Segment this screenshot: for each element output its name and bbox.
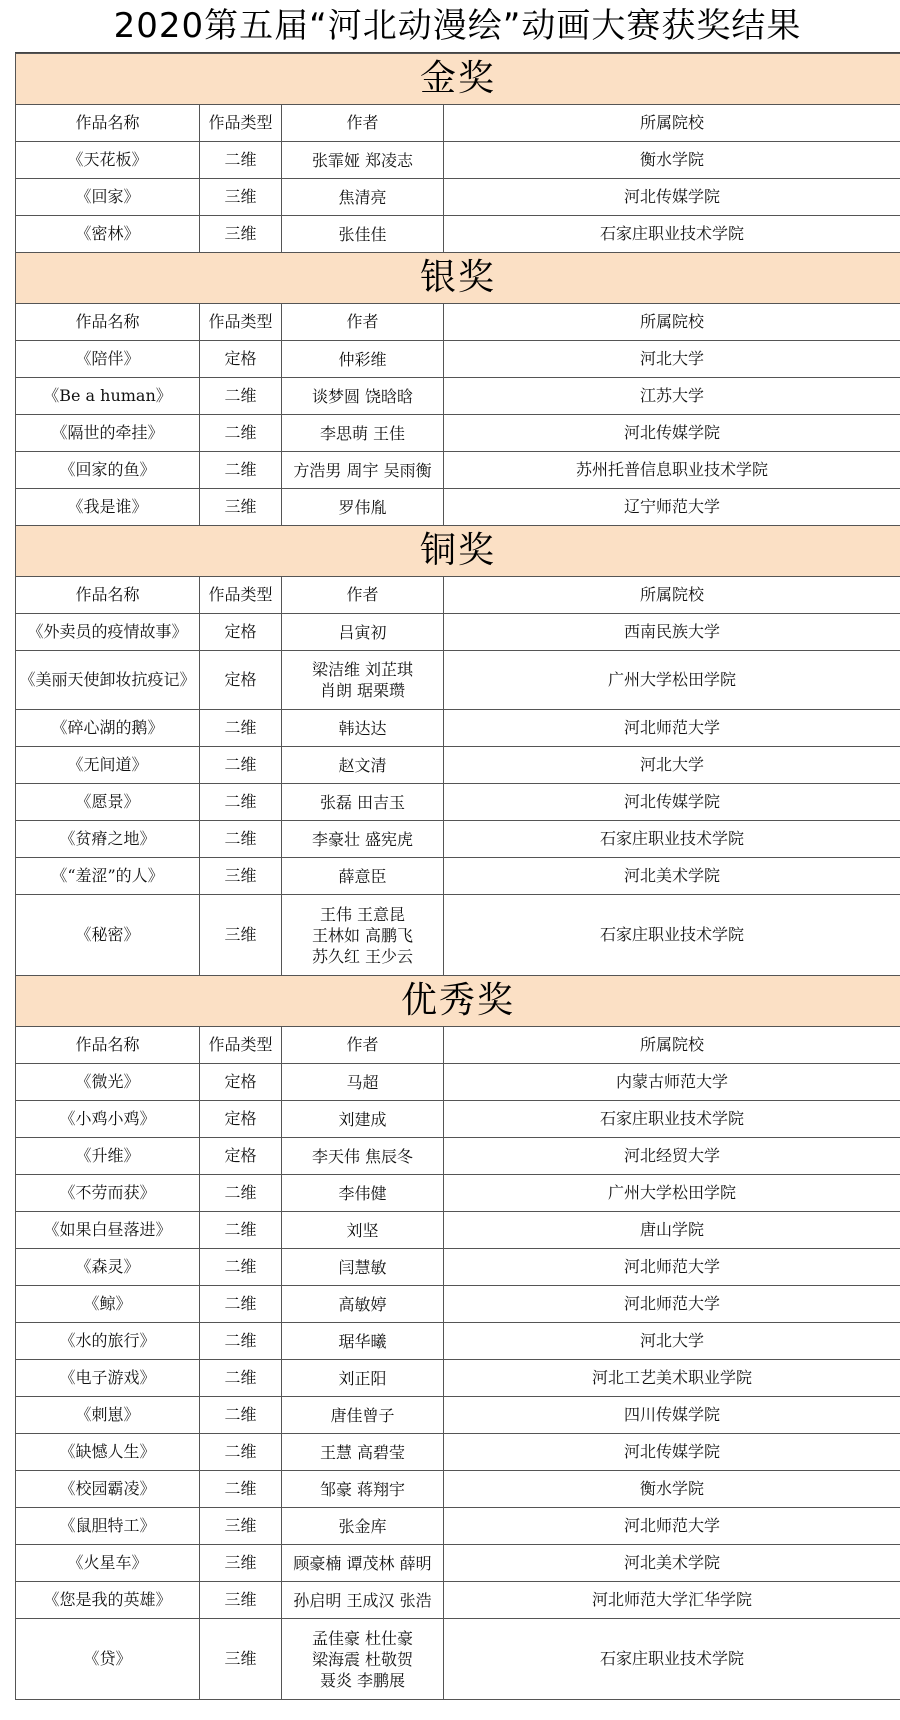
award-section-title: 铜奖 [16,526,900,577]
header-author: 作者 [282,105,444,142]
work-title: 《Be a human》 [16,378,200,415]
author-line: 马超 [346,1072,379,1092]
table-row [16,858,900,895]
table-row [16,1545,900,1582]
work-title: 《森灵》 [16,1249,200,1286]
authors [282,1101,444,1138]
school: 河北大学 [444,747,900,784]
column-header-row [16,105,900,142]
table-row [16,614,900,651]
table-row [16,1138,900,1175]
author-line: 邹豪 蒋翔宇 [319,1479,406,1499]
authors [282,1397,444,1434]
author-line: 薛意臣 [338,866,387,886]
table-row [16,1175,900,1212]
authors [282,747,444,784]
table-row [16,415,900,452]
school: 河北师范大学 [444,1249,900,1286]
header-school: 所属院校 [444,1027,900,1064]
school: 河北大学 [444,1323,900,1360]
authors [282,1323,444,1360]
author-line: 罗伟胤 [338,497,387,517]
work-type: 定格 [200,341,282,378]
authors [282,452,444,489]
table-row [16,489,900,526]
work-type: 三维 [200,216,282,253]
work-title: 《天花板》 [16,142,200,179]
table-row [16,1434,900,1471]
school: 广州大学松田学院 [444,1175,900,1212]
work-title: 《您是我的英雄》 [16,1582,200,1619]
work-title: 《贷》 [16,1619,200,1700]
school: 河北经贸大学 [444,1138,900,1175]
school: 河北传媒学院 [444,1434,900,1471]
author-line: 闫慧敏 [338,1257,387,1277]
work-type: 三维 [200,895,282,976]
authors [282,1545,444,1582]
table-row [16,1471,900,1508]
school: 苏州托普信息职业技术学院 [444,452,900,489]
header-type: 作品类型 [200,1027,282,1064]
work-title: 《碎心湖的鹅》 [16,710,200,747]
table-row [16,1249,900,1286]
work-title: 《陪伴》 [16,341,200,378]
work-type: 三维 [200,1582,282,1619]
authors [282,179,444,216]
author-line: 张磊 田吉玉 [319,792,406,812]
authors [282,1064,444,1101]
work-type: 定格 [200,1064,282,1101]
header-type: 作品类型 [200,304,282,341]
work-type: 三维 [200,858,282,895]
school: 辽宁师范大学 [444,489,900,526]
author-line: 孟佳豪 杜仕豪 [311,1628,414,1648]
work-type: 三维 [200,1619,282,1700]
work-type: 二维 [200,415,282,452]
school: 内蒙古师范大学 [444,1064,900,1101]
work-type: 三维 [200,179,282,216]
work-type: 二维 [200,142,282,179]
table-row [16,1360,900,1397]
school: 石家庄职业技术学院 [444,1101,900,1138]
authors [282,1360,444,1397]
table-row [16,378,900,415]
school: 河北传媒学院 [444,179,900,216]
school: 西南民族大学 [444,614,900,651]
award-section-header [16,253,900,304]
author-line: 刘坚 [346,1220,379,1240]
table-row [16,341,900,378]
author-line: 李思萌 王佳 [319,423,406,443]
work-type: 二维 [200,710,282,747]
table-row [16,821,900,858]
school: 河北美术学院 [444,1545,900,1582]
work-title: 《如果白昼落进》 [16,1212,200,1249]
work-title: 《美丽天使卸妆抗疫记》 [16,651,200,710]
work-type: 二维 [200,1175,282,1212]
school: 石家庄职业技术学院 [444,821,900,858]
work-title: 《升维》 [16,1138,200,1175]
author-line: 肖朗 琚栗瓒 [319,681,406,700]
table-row [16,784,900,821]
school: 河北传媒学院 [444,784,900,821]
work-type: 二维 [200,1212,282,1249]
work-type: 二维 [200,1434,282,1471]
author-line: 高敏婷 [338,1294,387,1314]
award-section-title: 金奖 [16,54,900,105]
header-school: 所属院校 [444,304,900,341]
table-row [16,1286,900,1323]
awards-table-body [16,54,900,1700]
work-title: 《无间道》 [16,747,200,784]
table-row [16,179,900,216]
header-work: 作品名称 [16,304,200,341]
author-line: 方浩男 周宇 吴雨衡 [293,460,432,480]
authors [282,1175,444,1212]
school: 河北师范大学 [444,710,900,747]
authors [282,1249,444,1286]
header-author: 作者 [282,577,444,614]
column-header-row [16,1027,900,1064]
work-title: 《外卖员的疫情故事》 [16,614,200,651]
author-line: 顾豪楠 谭茂林 薛明 [293,1553,432,1573]
school: 河北传媒学院 [444,415,900,452]
work-title: 《水的旅行》 [16,1323,200,1360]
authors [282,895,444,976]
authors [282,341,444,378]
work-type: 二维 [200,378,282,415]
work-title: 《鼠胆特工》 [16,1508,200,1545]
header-school: 所属院校 [444,577,900,614]
authors [282,1619,444,1700]
authors [282,1434,444,1471]
page-title: 2020第五届“河北动漫绘”动画大赛获奖结果 [15,0,900,53]
header-work: 作品名称 [16,1027,200,1064]
table-row [16,1508,900,1545]
work-title: 《我是谁》 [16,489,200,526]
work-title: 《火星车》 [16,1545,200,1582]
header-work: 作品名称 [16,577,200,614]
table-row [16,1619,900,1700]
author-line: 刘建成 [338,1109,387,1129]
author-line: 王慧 高碧莹 [319,1442,406,1462]
awards-table [15,53,900,1700]
work-title: 《小鸡小鸡》 [16,1101,200,1138]
header-school: 所属院校 [444,105,900,142]
header-type: 作品类型 [200,577,282,614]
award-section-header [16,976,900,1027]
author-line: 张霏娅 郑凌志 [311,150,414,170]
header-author: 作者 [282,304,444,341]
work-type: 二维 [200,1249,282,1286]
work-title: 《愿景》 [16,784,200,821]
school: 河北大学 [444,341,900,378]
table-row [16,710,900,747]
work-title: 《隔世的牵挂》 [16,415,200,452]
table-row [16,651,900,710]
work-title: 《缺憾人生》 [16,1434,200,1471]
authors [282,784,444,821]
school: 唐山学院 [444,1212,900,1249]
column-header-row [16,304,900,341]
award-section-header [16,54,900,105]
author-line: 韩达达 [338,718,387,738]
header-author: 作者 [282,1027,444,1064]
work-type: 二维 [200,1323,282,1360]
work-type: 三维 [200,1508,282,1545]
authors [282,614,444,651]
school: 四川传媒学院 [444,1397,900,1434]
author-line: 李天伟 焦辰冬 [311,1146,414,1166]
work-title: 《回家》 [16,179,200,216]
work-type: 二维 [200,1286,282,1323]
work-type: 定格 [200,1101,282,1138]
author-line: 李伟健 [338,1183,387,1203]
author-line: 琚华曦 [338,1331,387,1351]
author-line: 吕寅初 [338,622,387,642]
school: 河北师范大学汇华学院 [444,1582,900,1619]
work-title: 《校园霸凌》 [16,1471,200,1508]
authors [282,1471,444,1508]
table-row [16,1582,900,1619]
school: 衡水学院 [444,1471,900,1508]
author-line: 仲彩维 [338,349,387,369]
work-title: 《秘密》 [16,895,200,976]
work-title: 《密林》 [16,216,200,253]
authors [282,489,444,526]
work-type: 定格 [200,651,282,710]
author-line: 苏久红 王少云 [311,946,414,966]
authors [282,1212,444,1249]
award-section-title: 银奖 [16,253,900,304]
school: 河北师范大学 [444,1508,900,1545]
table-row [16,1101,900,1138]
school: 河北工艺美术职业学院 [444,1360,900,1397]
author-line: 赵文清 [338,755,387,775]
header-work: 作品名称 [16,105,200,142]
authors [282,858,444,895]
work-type: 二维 [200,821,282,858]
school: 河北美术学院 [444,858,900,895]
work-title: 《刺崽》 [16,1397,200,1434]
column-header-row [16,577,900,614]
school: 广州大学松田学院 [444,651,900,710]
work-type: 二维 [200,1397,282,1434]
author-line: 焦清亮 [338,187,387,207]
work-type: 二维 [200,1471,282,1508]
authors [282,1286,444,1323]
author-line: 刘正阳 [338,1368,387,1388]
work-type: 二维 [200,784,282,821]
table-row [16,1212,900,1249]
work-type: 二维 [200,747,282,784]
table-row [16,895,900,976]
work-title: 《微光》 [16,1064,200,1101]
work-title: 《回家的鱼》 [16,452,200,489]
work-type: 定格 [200,1138,282,1175]
author-line: 王伟 王意昆 [319,904,406,924]
table-row [16,1323,900,1360]
table-row [16,1064,900,1101]
authors [282,821,444,858]
authors [282,142,444,179]
author-line: 王林如 高鹏飞 [311,925,414,945]
header-type: 作品类型 [200,105,282,142]
award-section-header [16,526,900,577]
authors [282,216,444,253]
work-type: 三维 [200,489,282,526]
work-title: 《贫瘠之地》 [16,821,200,858]
table-row [16,216,900,253]
work-type: 三维 [200,1545,282,1582]
author-line: 张金库 [338,1516,387,1536]
table-row [16,142,900,179]
authors [282,1138,444,1175]
authors [282,710,444,747]
school: 石家庄职业技术学院 [444,1619,900,1700]
work-title: 《电子游戏》 [16,1360,200,1397]
author-line: 唐佳曾子 [330,1405,395,1425]
author-line: 李豪壮 盛宪虎 [311,829,414,849]
work-title: 《不劳而获》 [16,1175,200,1212]
results-sheet [15,0,900,1700]
school: 河北师范大学 [444,1286,900,1323]
authors [282,1508,444,1545]
work-type: 定格 [200,614,282,651]
author-line: 谈梦圆 饶晗晗 [311,386,414,406]
school: 石家庄职业技术学院 [444,895,900,976]
work-type: 二维 [200,452,282,489]
award-section-title: 优秀奖 [16,976,900,1027]
authors [282,1582,444,1619]
authors [282,415,444,452]
work-type: 二维 [200,1360,282,1397]
author-line: 梁洁维 刘芷琪 [311,660,414,679]
authors [282,378,444,415]
work-title: 《鲸》 [16,1286,200,1323]
author-line: 聂炎 李鹏展 [319,1670,406,1690]
table-row [16,747,900,784]
author-line: 张佳佳 [338,224,387,244]
author-line: 梁海震 杜敬贺 [311,1649,414,1669]
table-row [16,452,900,489]
work-title: 《“羞涩”的人》 [16,858,200,895]
school: 石家庄职业技术学院 [444,216,900,253]
table-row [16,1397,900,1434]
author-line: 孙启明 王成汉 张浩 [293,1590,432,1610]
authors [282,651,444,710]
school: 衡水学院 [444,142,900,179]
school: 江苏大学 [444,378,900,415]
